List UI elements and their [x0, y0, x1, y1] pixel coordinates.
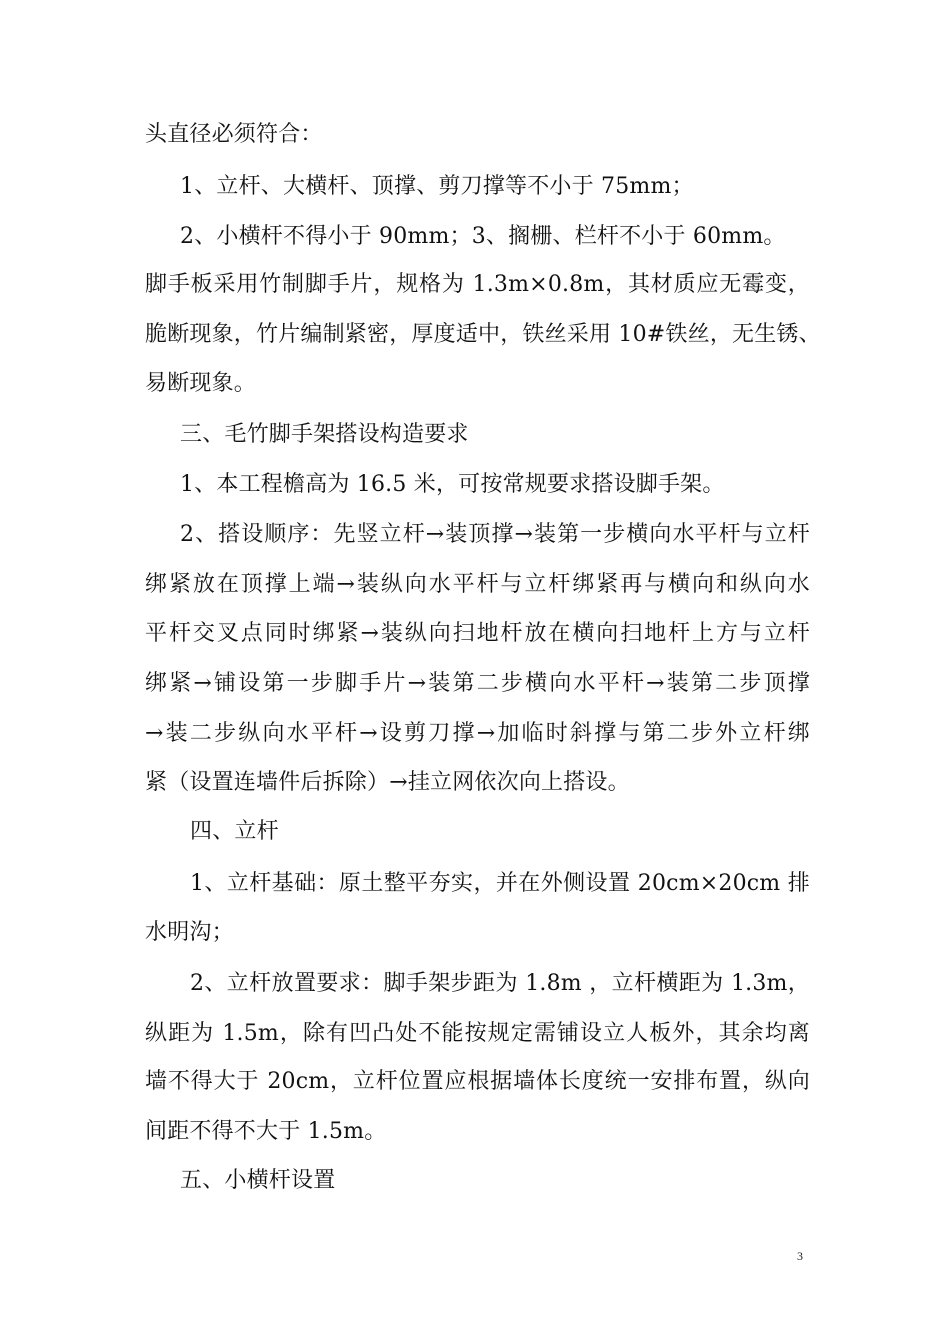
text-line-12: 绑紧→铺设第一步脚手片→装第二步横向水平杆→装第二步顶撑: [145, 671, 810, 696]
text-line-8: 1、本工程檐高为 16.5 米，可按常规要求搭设脚手架。: [180, 472, 725, 497]
section-heading-3: 三、毛竹脚手架搭设构造要求: [180, 422, 469, 447]
text-line-21: 间距不得不大于 1.5m。: [145, 1119, 387, 1144]
text-line-17: 水明沟；: [145, 920, 234, 945]
text-line-1: 头直径必须符合：: [145, 122, 323, 147]
section-heading-5: 五、小横杆设置: [180, 1168, 336, 1193]
text-line-11: 平杆交叉点同时绑紧→装纵向扫地杆放在横向扫地杆上方与立杆: [145, 621, 810, 646]
text-line-14: 紧（设置连墙件后拆除）→挂立网依次向上搭设。: [145, 770, 630, 795]
text-line-19: 纵距为 1.5m，除有凹凸处不能按规定需铺设立人板外，其余均离: [145, 1021, 810, 1046]
page-number: 3: [797, 1249, 803, 1263]
text-line-4: 脚手板采用竹制脚手片，规格为 1.3m×0.8m，其材质应无霉变，: [145, 272, 810, 297]
text-line-5: 脆断现象，竹片编制紧密，厚度适中，铁丝采用 10#铁丝，无生锈、: [145, 322, 821, 347]
text-line-6: 易断现象。: [145, 371, 257, 396]
text-line-3: 2、小横杆不得小于 90mm；3、搁栅、栏杆不小于 60mm。: [180, 224, 786, 249]
text-line-16: 1、立杆基础：原土整平夯实，并在外侧设置 20cm×20cm 排: [190, 871, 810, 896]
text-line-20: 墙不得大于 20cm，立杆位置应根据墙体长度统一安排布置，纵向: [145, 1069, 810, 1094]
text-line-2: 1、立杆、大横杆、顶撑、剪刀撑等不小于 75mm；: [180, 174, 694, 199]
section-heading-4: 四、立杆: [190, 819, 279, 844]
text-line-13: →装二步纵向水平杆→设剪刀撑→加临时斜撑与第二步外立杆绑: [145, 721, 810, 746]
text-line-9: 2、搭设顺序：先竖立杆→装顶撑→装第一步横向水平杆与立杆: [180, 522, 810, 547]
text-line-18: 2、立杆放置要求：脚手架步距为 1.8m ，立杆横距为 1.3m，: [190, 971, 810, 996]
text-line-10: 绑紧放在顶撑上端→装纵向水平杆与立杆绑紧再与横向和纵向水: [145, 572, 810, 597]
